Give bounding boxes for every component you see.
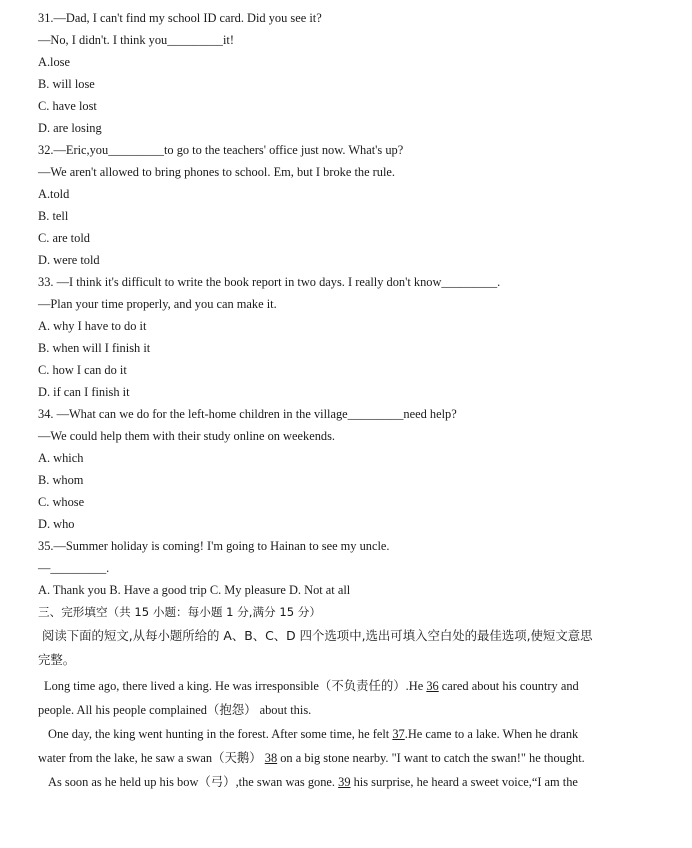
q34-option-c: C. whose bbox=[38, 495, 85, 509]
passage-p2-text-c: on a big stone nearby. "I want to catch the swan!" he thought. bbox=[277, 751, 585, 765]
q31-option-a: A.lose bbox=[38, 55, 71, 69]
blank-37: 37 bbox=[392, 727, 405, 741]
q31-stem: 31.—Dad, I can't find my school ID card. Did you see it? bbox=[38, 11, 322, 25]
q33-stem: 33. —I think it's difficult to write the book report in two days. I really don't know_________. bbox=[38, 275, 501, 289]
q35-reply: —_________. bbox=[38, 561, 110, 575]
q32-option-b: B. tell bbox=[38, 209, 69, 223]
passage-p2-text-a: One day, the king went hunting in the forest. After some time, he felt bbox=[48, 727, 393, 741]
q32-reply: —We aren't allowed to bring phones to school. Em, but I broke the rule. bbox=[38, 165, 396, 179]
section-heading: 三、完形填空（共 15 小题：每小题 1 分,满分 15 分） bbox=[38, 605, 321, 619]
q35-options: A. Thank you B. Have a good trip C. My pleasure D. Not at all bbox=[38, 583, 351, 597]
passage-paragraph-3 bbox=[38, 770, 598, 794]
passage-p1-text-a: Long time ago, there lived a king. He was irresponsible（不负责任的）.He bbox=[44, 679, 427, 693]
passage-p2-text-b: .He came to a lake. When he drank water from the lake, he saw a swan（天鹅） bbox=[38, 727, 579, 765]
passage-paragraph-2 bbox=[38, 722, 598, 770]
q34-option-d: D. who bbox=[38, 517, 75, 531]
q34-stem: 34. —What can we do for the left-home children in the village_________need help? bbox=[38, 407, 457, 421]
q31-reply: —No, I didn't. I think you_________it! bbox=[38, 33, 234, 47]
q33-option-d: D. if can I finish it bbox=[38, 385, 130, 399]
q31-option-c: C. have lost bbox=[38, 99, 97, 113]
q31-option-b: B. will lose bbox=[38, 77, 95, 91]
q32-option-a: A.told bbox=[38, 187, 70, 201]
blank-38: 38 bbox=[264, 751, 278, 765]
passage-p3-text-a: As soon as he held up his bow（弓）,the swan was gone. bbox=[48, 775, 339, 789]
passage-p3-text-b: his surprise, he heard a sweet voice,“I am the bbox=[350, 775, 578, 789]
q35-stem: 35.—Summer holiday is coming! I'm going to Hainan to see my uncle. bbox=[38, 539, 390, 553]
q32-option-c: C. are told bbox=[38, 231, 90, 245]
q31-option-d: D. are losing bbox=[38, 121, 102, 135]
q33-option-c: C. how I can do it bbox=[38, 363, 127, 377]
blank-36: 36 bbox=[426, 679, 439, 693]
q33-option-b: B. when will I finish it bbox=[38, 341, 151, 355]
q33-reply: —Plan your time properly, and you can make it. bbox=[38, 297, 277, 311]
q32-option-d: D. were told bbox=[38, 253, 100, 267]
q34-reply: —We could help them with their study online on weekends. bbox=[38, 429, 336, 443]
q32-stem: 32.—Eric,you_________to go to the teachers' office just now. What's up? bbox=[38, 143, 404, 157]
q34-option-a: A. which bbox=[38, 451, 84, 465]
section-instruction: 阅读下面的短文,从每小题所给的 A、B、C、D 四个选项中,选出可填入空白处的最佳选项,使短文意思完整。 bbox=[38, 628, 593, 667]
q33-option-a: A. why I have to do it bbox=[38, 319, 147, 333]
blank-39: 39 bbox=[338, 775, 351, 789]
passage-p1-text-b: cared about his country and people. All his people complained（抱怨） about this. bbox=[38, 679, 579, 717]
q34-option-b: B. whom bbox=[38, 473, 84, 487]
passage-paragraph-1 bbox=[38, 674, 598, 722]
